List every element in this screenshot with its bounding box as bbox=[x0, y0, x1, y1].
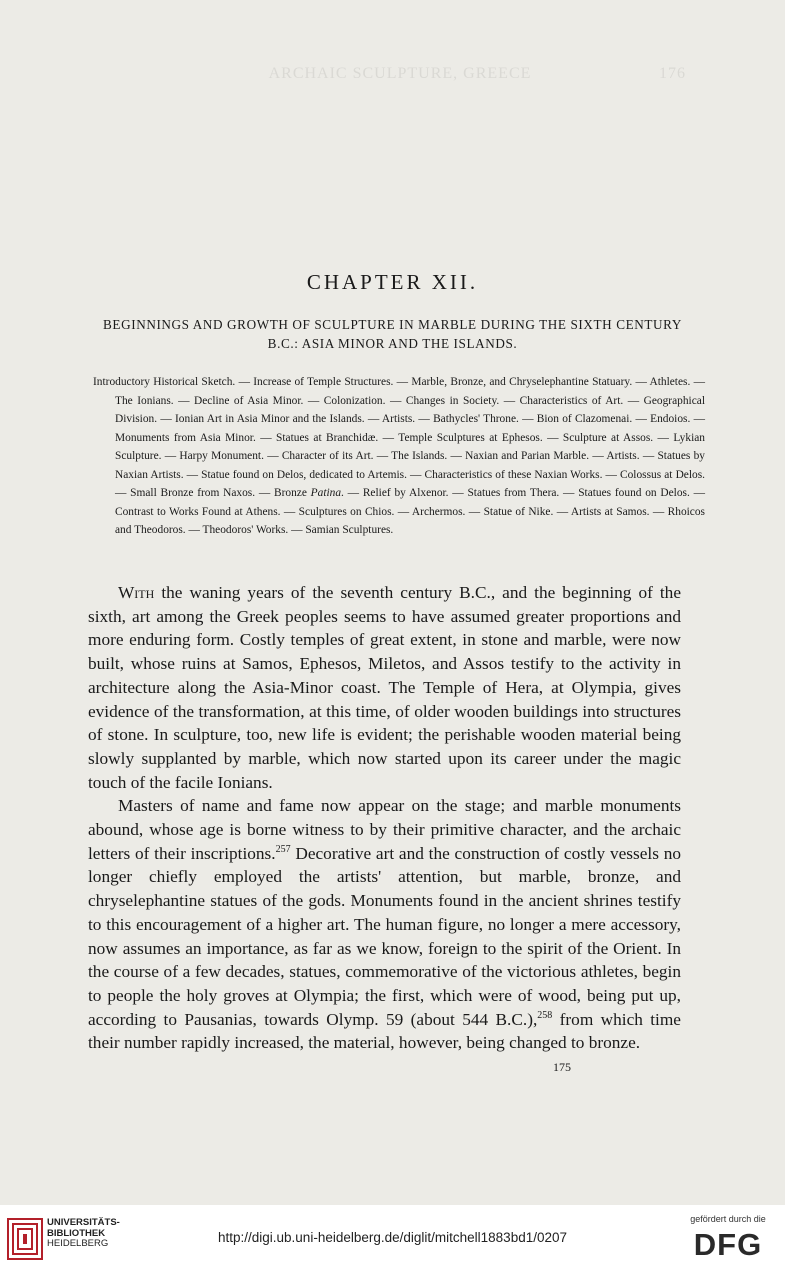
chapter-title: CHAPTER XII. bbox=[306, 270, 479, 294]
chapter-subtitle: BEGINNINGS AND GROWTH OF SCULPTURE IN MARBLE DURING THE SIXTH CENTURY B.C.: ASIA MINOR AND THE ISLANDS. bbox=[103, 317, 682, 351]
library-name-line-1: UNIVERSITÄTS- bbox=[47, 1217, 120, 1228]
paragraph-2-text-a: Masters of name and fame now appear on the stage; and marble monuments abound, whose age is borne witness to by their primitive character, and the archaic letters of their inscriptions. bbox=[88, 796, 681, 863]
paragraph-2-text-b: Decorative art and the construction of costly vessels no longer chiefly employed the artists' attention, but marble, bronze, and chryselephantine statues of the gods. Monuments found in the ancient shrines testify to this encouragement of a higher art. The human figure, no longer a mere accessory, now assumes an importance, as far as we know, foreign to the spirit of the Orient. In the course of a few decades, statues, commemorative of the victorious athletes, begin to people the holy groves at Olympia; the first, which were of wood, being put up, according to Pausanias, towards Olymp. 59 (about 544 B.C.), bbox=[88, 843, 681, 1029]
paragraph-1-text: the waning years of the seventh century B.C., and the beginning of the sixth, art among the Greek peoples seems to have assumed greater proportions and more enduring form. Costly temples of great extent, in stone and marble, were now built, whose ruins at Samos, Ephesos, Miletos, and Assos testify to the activity in architecture along the Asia-Minor coast. The Temple of Hera, at Olympia, gives evidence of the transformation, at this time, of older wooden buildings into structures of stone. In sculpture, too, new life is evident; the perishable wooden material being slowly supplanted by marble, which now started upon its career under the magic touch of the facile Ionians. bbox=[88, 583, 681, 792]
drop-word: With bbox=[118, 583, 155, 602]
page-number: 175 bbox=[553, 1060, 571, 1074]
chapter-summary bbox=[93, 373, 705, 540]
bleed-through-header: ARCHAIC SCULPTURE, GREECE bbox=[268, 65, 532, 82]
bleed-through-page-number: 176 bbox=[659, 65, 686, 82]
bleed-through-text bbox=[120, 62, 686, 86]
body-text bbox=[88, 581, 681, 1055]
library-name-line-3: HEIDELBERG bbox=[47, 1238, 109, 1249]
library-name-line-2: BIBLIOTHEK bbox=[47, 1227, 106, 1239]
summary-part-2: . — Relief by Alxenor. — Statues from Thera. — Statues found on Delos. — Contrast to Works Found at Athens. — Sculptures on Chios. — Archermos. — Statue of Nike. — Artists at Samos. — Rhoicos and Theodoros. — Theodoros' Works. — Samian Sculptures. bbox=[115, 487, 705, 536]
dfg-logo: DFG bbox=[693, 1227, 763, 1262]
funded-by-label: gefördert durch die bbox=[690, 1214, 766, 1224]
paragraph-2 bbox=[88, 794, 681, 1055]
summary-part-1: Introductory Historical Sketch. — Increase of Temple Structures. — Marble, Bronze, and Chryselephantine Statuary. — Athletes. — The Ionians. — Decline of Asia Minor. — Colonization. — Changes in Society. — Characteristics of Art. — Geographical Division. — Ionian Art in Asia Minor and the Islands. — Artists. — Bathycles' Throne. — Bion of Clazomenai. — Endoios. — Monuments from Asia Minor. — Statues at Branchidæ. — Temple Sculptures at Ephesos. — Sculpture at Assos. — Lykian Sculpture. — Harpy Monument. — Character of its Art. — The Islands. — Naxian and Parian Marble. — Artists. — Statues by Naxian Artists. — Statue found on Delos, dedicated to Artemis. — Characteristics of these Naxian Works. — Colossus at Delos. — Small Bronze from Naxos. — Bronze bbox=[93, 376, 705, 499]
footnote-ref-258[interactable]: 258 bbox=[537, 1009, 553, 1021]
permalink-url[interactable]: http://digi.ub.uni-heidelberg.de/diglit/mitchell1883bd1/0207 bbox=[218, 1230, 567, 1245]
summary-italic: Patina bbox=[310, 487, 342, 499]
footnote-ref-257[interactable]: 257 bbox=[275, 843, 291, 855]
paragraph-1 bbox=[88, 581, 681, 794]
footer-bar bbox=[0, 1205, 785, 1266]
paragraph-2-text-c: from which time their number rapidly increased, the material, however, being changed to bronze. bbox=[88, 1009, 681, 1053]
